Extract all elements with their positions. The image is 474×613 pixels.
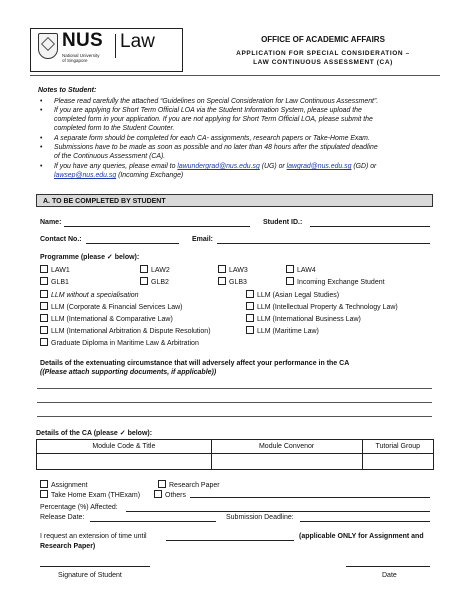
checkbox-llm-general[interactable]: LLM without a specialisation <box>40 290 139 299</box>
checkbox-icon <box>40 265 48 273</box>
signature-field[interactable] <box>40 566 150 567</box>
checkbox-icon <box>246 290 254 298</box>
percentage-field[interactable] <box>126 511 430 512</box>
logo-law: Law <box>120 31 155 52</box>
email-link-ug[interactable]: lawundergrad@nus.edu.sg <box>177 163 260 170</box>
checkbox-icon <box>158 480 166 488</box>
checkbox-others[interactable]: Others <box>154 490 186 499</box>
checkbox-icon <box>154 490 162 498</box>
details-line[interactable] <box>37 416 432 417</box>
checkbox-icon <box>246 326 254 334</box>
module-convenor-cell[interactable] <box>211 454 362 470</box>
col-tutorial-group: Tutorial Group <box>362 440 433 454</box>
module-code-cell[interactable] <box>37 454 212 470</box>
checkbox-icon <box>40 338 48 346</box>
checkbox-llm-intl-comparative[interactable]: LLM (International & Comparative Law) <box>40 314 173 323</box>
checkbox-take-home-exam[interactable]: Take Home Exam (THExam) <box>40 490 140 499</box>
checkbox-icon <box>246 314 254 322</box>
checkbox-glb3[interactable]: GLB3 <box>218 277 247 286</box>
ca-table <box>36 439 434 470</box>
form-title-line2: LAW CONTINUOUS ASSESSMENT (CA) <box>253 59 393 66</box>
crest-icon <box>38 33 58 59</box>
checkbox-icon <box>40 277 48 285</box>
release-date-label: Release Date: <box>40 514 85 521</box>
extension-suffix-cont: Research Paper) <box>40 543 96 550</box>
checkbox-llm-arbitration[interactable]: LLM (International Arbitration & Dispute Resolution) <box>40 326 211 335</box>
email-link-gd[interactable]: lawgrad@nus.edu.sg <box>286 163 352 170</box>
contact-label: Contact No.: <box>40 236 82 243</box>
checkbox-llm-corporate[interactable]: LLM (Corporate & Financial Services Law) <box>40 302 183 311</box>
checkbox-incoming-exchange[interactable]: Incoming Exchange Student <box>286 277 385 286</box>
office-title: OFFICE OF ACADEMIC AFFAIRS <box>261 35 385 44</box>
email-label: Email: <box>192 236 214 243</box>
col-module-convenor: Module Convenor <box>211 440 362 454</box>
checkbox-law3[interactable]: LAW3 <box>218 265 248 274</box>
checkbox-icon <box>140 265 148 273</box>
form-title-line1: APPLICATION FOR SPECIAL CONSIDERATION – <box>236 50 410 57</box>
checkbox-glb2[interactable]: GLB2 <box>140 277 169 286</box>
extension-date-field[interactable] <box>166 540 294 541</box>
email-link-exchange[interactable]: lawsep@nus.edu.sg <box>54 172 117 179</box>
checkbox-research-paper[interactable]: Research Paper <box>158 480 220 489</box>
checkbox-icon <box>218 265 226 273</box>
submission-deadline-label: Submission Deadline: <box>226 514 294 521</box>
checkbox-icon <box>40 314 48 322</box>
checkbox-icon <box>40 302 48 310</box>
details-sublabel: ((Please attach supporting documents, if applicable)) <box>40 369 217 376</box>
checkbox-law2[interactable]: LAW2 <box>140 265 170 274</box>
checkbox-icon <box>286 265 294 273</box>
checkbox-icon <box>286 277 294 285</box>
checkbox-law1[interactable]: LAW1 <box>40 265 70 274</box>
notes-heading: Notes to Student: <box>38 87 97 94</box>
tutorial-group-cell[interactable] <box>362 454 433 470</box>
extension-suffix: (applicable ONLY for Assignment and <box>299 533 424 540</box>
checkbox-glb1[interactable]: GLB1 <box>40 277 69 286</box>
student-id-field[interactable] <box>310 226 430 227</box>
checkbox-icon <box>40 480 48 488</box>
col-module-code: Module Code & Title <box>37 440 212 454</box>
submission-deadline-field[interactable] <box>300 521 430 522</box>
checkbox-icon <box>40 290 48 298</box>
checkbox-assignment[interactable]: Assignment <box>40 480 88 489</box>
student-id-label: Student ID.: <box>263 219 303 226</box>
signature-label: Signature of Student <box>58 572 122 579</box>
checkbox-law4[interactable]: LAW4 <box>286 265 316 274</box>
header-divider <box>30 75 440 76</box>
others-field[interactable] <box>190 497 430 498</box>
checkbox-llm-intl-business[interactable]: LLM (International Business Law) <box>246 314 361 323</box>
details-line[interactable] <box>37 402 432 403</box>
programme-label: Programme (please ✓ below): <box>40 254 140 261</box>
logo-nus: NUS <box>62 30 104 51</box>
name-label: Name: <box>40 219 62 226</box>
checkbox-llm-ip[interactable]: LLM (Intellectual Property & Technology Law) <box>246 302 398 311</box>
checkbox-llm-maritime[interactable]: LLM (Maritime Law) <box>246 326 319 335</box>
checkbox-grad-diploma[interactable]: Graduate Diploma in Maritime Law & Arbitration <box>40 338 199 347</box>
email-field[interactable] <box>217 243 430 244</box>
ca-label: Details of the CA (please ✓ below): <box>36 430 153 437</box>
checkbox-icon <box>140 277 148 285</box>
percentage-label: Percentage (%) Affected: <box>40 504 118 511</box>
name-field[interactable] <box>64 226 250 227</box>
details-label: Details of the extenuating circumstance that will adversely affect your performance in the CA <box>40 360 350 367</box>
checkbox-icon <box>218 277 226 285</box>
logo-subtitle: National University of Singapore <box>62 53 100 63</box>
checkbox-llm-asian[interactable]: LLM (Asian Legal Studies) <box>246 290 339 299</box>
checkbox-icon <box>40 490 48 498</box>
date-label: Date <box>382 572 397 579</box>
logo-divider <box>115 34 116 58</box>
contact-field[interactable] <box>86 243 179 244</box>
checkbox-icon <box>246 302 254 310</box>
extension-prefix: I request an extension of time until <box>40 533 147 540</box>
details-line[interactable] <box>37 388 432 389</box>
release-date-field[interactable] <box>90 521 216 522</box>
date-field[interactable] <box>346 566 430 567</box>
section-a-header: A. TO BE COMPLETED BY STUDENT <box>36 194 433 207</box>
checkbox-icon <box>40 326 48 334</box>
